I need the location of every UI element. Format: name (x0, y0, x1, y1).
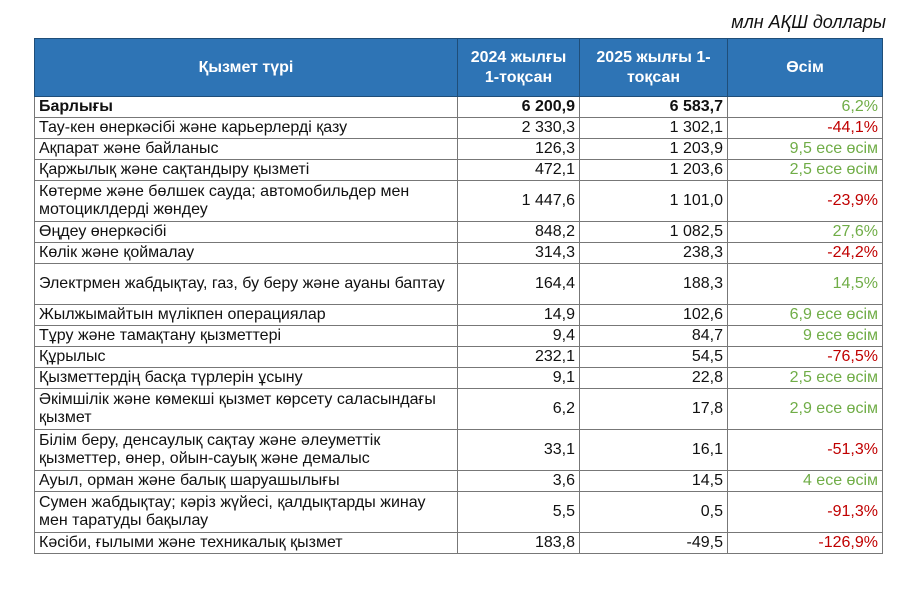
value-2025-cell: 1 101,0 (580, 181, 728, 222)
table-row (35, 368, 883, 389)
service-name-cell: Қызметтердің басқа түрлерін ұсыну (35, 368, 458, 389)
table-row (35, 160, 883, 181)
service-name-cell: Көлік және қоймалау (35, 243, 458, 264)
service-name-cell: Өңдеу өнеркәсібі (35, 222, 458, 243)
table-row (35, 243, 883, 264)
service-name-cell: Сумен жабдықтау; кәріз жүйесі, қалдықтарды жинау мен таратуды бақылау (35, 492, 458, 533)
growth-cell: 27,6% (728, 222, 883, 243)
value-2025-cell: 1 203,6 (580, 160, 728, 181)
service-name-cell: Кәсіби, ғылыми және техникалық қызмет (35, 533, 458, 554)
value-2025-cell: 84,7 (580, 326, 728, 347)
value-2025-cell: 16,1 (580, 430, 728, 471)
service-name-cell: Тұру және тамақтану қызметтері (35, 326, 458, 347)
value-2024-cell: 472,1 (458, 160, 580, 181)
table-row (35, 305, 883, 326)
value-2024-cell: 183,8 (458, 533, 580, 554)
header-row (35, 39, 883, 97)
table-row (35, 492, 883, 533)
value-2024-cell: 848,2 (458, 222, 580, 243)
growth-cell: -23,9% (728, 181, 883, 222)
table-header (35, 39, 883, 97)
table-row (35, 118, 883, 139)
growth-cell: 6,9 есе өсім (728, 305, 883, 326)
table-row (35, 326, 883, 347)
value-2025-cell: -49,5 (580, 533, 728, 554)
service-name-cell: Көтерме және бөлшек сауда; автомобильдер мен мотоциклдерді жөндеу (35, 181, 458, 222)
growth-cell: -44,1% (728, 118, 883, 139)
growth-cell: 2,5 есе өсім (728, 368, 883, 389)
value-2024-cell: 232,1 (458, 347, 580, 368)
value-2024-cell: 6 200,9 (458, 97, 580, 118)
table-row (35, 471, 883, 492)
value-2025-cell: 1 082,5 (580, 222, 728, 243)
value-2025-cell: 238,3 (580, 243, 728, 264)
table-row (35, 389, 883, 430)
value-2024-cell: 126,3 (458, 139, 580, 160)
growth-cell: 2,9 есе өсім (728, 389, 883, 430)
service-name-cell: Жылжымайтын мүлікпен операциялар (35, 305, 458, 326)
value-2024-cell: 164,4 (458, 264, 580, 305)
value-2024-cell: 33,1 (458, 430, 580, 471)
value-2025-cell: 6 583,7 (580, 97, 728, 118)
growth-cell: 2,5 есе өсім (728, 160, 883, 181)
value-2025-cell: 1 203,9 (580, 139, 728, 160)
growth-cell: -24,2% (728, 243, 883, 264)
value-2024-cell: 3,6 (458, 471, 580, 492)
value-2025-cell: 17,8 (580, 389, 728, 430)
header-service-type: Қызмет түрі (35, 39, 458, 97)
table-row (35, 264, 883, 305)
table-row (35, 533, 883, 554)
growth-cell: -91,3% (728, 492, 883, 533)
value-2025-cell: 14,5 (580, 471, 728, 492)
unit-label: млн АҚШ доллары (731, 12, 886, 32)
table-body (35, 97, 883, 554)
service-name-cell: Қаржылық және сақтандыру қызметі (35, 160, 458, 181)
growth-cell: 14,5% (728, 264, 883, 305)
service-name-cell: Ақпарат және байланыс (35, 139, 458, 160)
table-row (35, 222, 883, 243)
value-2024-cell: 1 447,6 (458, 181, 580, 222)
header-2024-q1: 2024 жылғы 1-тоқсан (458, 39, 580, 97)
table-row (35, 347, 883, 368)
growth-cell: 6,2% (728, 97, 883, 118)
value-2025-cell: 102,6 (580, 305, 728, 326)
value-2024-cell: 2 330,3 (458, 118, 580, 139)
value-2025-cell: 0,5 (580, 492, 728, 533)
header-2025-q1: 2025 жылғы 1-тоқсан (580, 39, 728, 97)
services-table (34, 38, 883, 554)
table-row (35, 181, 883, 222)
service-name-cell: Әкімшілік және көмекші қызмет көрсету саласындағы қызмет (35, 389, 458, 430)
growth-cell: -126,9% (728, 533, 883, 554)
value-2025-cell: 1 302,1 (580, 118, 728, 139)
value-2025-cell: 188,3 (580, 264, 728, 305)
service-name-cell: Электрмен жабдықтау, газ, бу беру және ауаны баптау (35, 264, 458, 305)
service-name-cell: Ауыл, орман және балық шаруашылығы (35, 471, 458, 492)
value-2024-cell: 9,1 (458, 368, 580, 389)
service-name-cell: Барлығы (35, 97, 458, 118)
value-2024-cell: 314,3 (458, 243, 580, 264)
value-2024-cell: 9,4 (458, 326, 580, 347)
value-2025-cell: 54,5 (580, 347, 728, 368)
service-name-cell: Құрылыс (35, 347, 458, 368)
growth-cell: -51,3% (728, 430, 883, 471)
service-name-cell: Тау-кен өнеркәсібі және карьерлерді қазу (35, 118, 458, 139)
value-2025-cell: 22,8 (580, 368, 728, 389)
header-growth: Өсім (728, 39, 883, 97)
value-2024-cell: 6,2 (458, 389, 580, 430)
total-row (35, 97, 883, 118)
growth-cell: 4 есе өсім (728, 471, 883, 492)
service-name-cell: Білім беру, денсаулық сақтау және әлеуметтік қызметтер, өнер, ойын-сауық және демалыс (35, 430, 458, 471)
growth-cell: 9,5 есе өсім (728, 139, 883, 160)
table-row (35, 430, 883, 471)
value-2024-cell: 14,9 (458, 305, 580, 326)
growth-cell: 9 есе өсім (728, 326, 883, 347)
growth-cell: -76,5% (728, 347, 883, 368)
table-row (35, 139, 883, 160)
value-2024-cell: 5,5 (458, 492, 580, 533)
